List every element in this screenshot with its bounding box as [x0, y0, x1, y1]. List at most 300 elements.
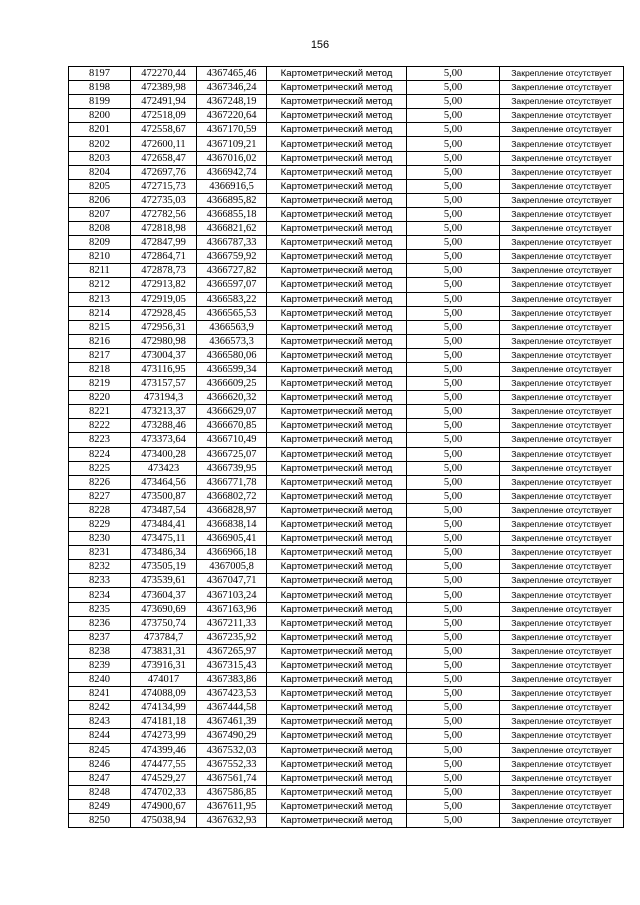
method-cell: Картометрический метод [267, 658, 407, 672]
x-coordinate-cell: 472389,98 [131, 81, 197, 95]
fixation-cell: Закрепление отсутствует [500, 757, 624, 771]
accuracy-cell: 5,00 [407, 250, 500, 264]
accuracy-cell: 5,00 [407, 179, 500, 193]
y-coordinate-cell: 4367109,21 [197, 137, 267, 151]
table-row [69, 785, 624, 799]
point-number-cell: 8228 [69, 503, 131, 517]
accuracy-cell: 5,00 [407, 687, 500, 701]
table-row [69, 137, 624, 151]
y-coordinate-cell: 4366802,72 [197, 489, 267, 503]
point-number-cell: 8213 [69, 292, 131, 306]
fixation-cell: Закрепление отсутствует [500, 306, 624, 320]
table-row [69, 588, 624, 602]
accuracy-cell: 5,00 [407, 405, 500, 419]
point-number-cell: 8226 [69, 475, 131, 489]
x-coordinate-cell: 472518,09 [131, 109, 197, 123]
x-coordinate-cell: 473500,87 [131, 489, 197, 503]
x-coordinate-cell: 473831,31 [131, 644, 197, 658]
point-number-cell: 8202 [69, 137, 131, 151]
table-row [69, 518, 624, 532]
y-coordinate-cell: 4367235,92 [197, 630, 267, 644]
accuracy-cell: 5,00 [407, 461, 500, 475]
x-coordinate-cell: 473750,74 [131, 616, 197, 630]
x-coordinate-cell: 473487,54 [131, 503, 197, 517]
accuracy-cell: 5,00 [407, 95, 500, 109]
x-coordinate-cell: 474134,99 [131, 701, 197, 715]
y-coordinate-cell: 4367444,58 [197, 701, 267, 715]
method-cell: Картометрический метод [267, 673, 407, 687]
point-number-cell: 8208 [69, 222, 131, 236]
accuracy-cell: 5,00 [407, 236, 500, 250]
table-row [69, 95, 624, 109]
accuracy-cell: 5,00 [407, 362, 500, 376]
table-row [69, 546, 624, 560]
point-number-cell: 8209 [69, 236, 131, 250]
point-number-cell: 8238 [69, 644, 131, 658]
point-number-cell: 8235 [69, 602, 131, 616]
table-row [69, 348, 624, 362]
method-cell: Картометрический метод [267, 433, 407, 447]
x-coordinate-cell: 472818,98 [131, 222, 197, 236]
table-row [69, 574, 624, 588]
table-row [69, 81, 624, 95]
page-number: 156 [310, 39, 330, 51]
y-coordinate-cell: 4366771,78 [197, 475, 267, 489]
fixation-cell: Закрепление отсутствует [500, 489, 624, 503]
fixation-cell: Закрепление отсутствует [500, 785, 624, 799]
method-cell: Картометрический метод [267, 67, 407, 81]
fixation-cell: Закрепление отсутствует [500, 109, 624, 123]
table-row [69, 264, 624, 278]
fixation-cell: Закрепление отсутствует [500, 236, 624, 250]
x-coordinate-cell: 472558,67 [131, 123, 197, 137]
y-coordinate-cell: 4366597,07 [197, 278, 267, 292]
accuracy-cell: 5,00 [407, 588, 500, 602]
y-coordinate-cell: 4366966,18 [197, 546, 267, 560]
point-number-cell: 8245 [69, 743, 131, 757]
table-row [69, 644, 624, 658]
point-number-cell: 8219 [69, 377, 131, 391]
fixation-cell: Закрепление отсутствует [500, 574, 624, 588]
point-number-cell: 8210 [69, 250, 131, 264]
method-cell: Картометрический метод [267, 165, 407, 179]
table-row [69, 179, 624, 193]
table-row [69, 658, 624, 672]
point-number-cell: 8201 [69, 123, 131, 137]
point-number-cell: 8212 [69, 278, 131, 292]
fixation-cell: Закрепление отсутствует [500, 658, 624, 672]
x-coordinate-cell: 473157,57 [131, 377, 197, 391]
method-cell: Картометрический метод [267, 278, 407, 292]
accuracy-cell: 5,00 [407, 503, 500, 517]
table-row [69, 67, 624, 81]
x-coordinate-cell: 472697,76 [131, 165, 197, 179]
x-coordinate-cell: 472270,44 [131, 67, 197, 81]
table-row [69, 616, 624, 630]
x-coordinate-cell: 474088,09 [131, 687, 197, 701]
table-row [69, 771, 624, 785]
accuracy-cell: 5,00 [407, 151, 500, 165]
table-row [69, 193, 624, 207]
point-number-cell: 8225 [69, 461, 131, 475]
method-cell: Картометрический метод [267, 123, 407, 137]
fixation-cell: Закрепление отсутствует [500, 715, 624, 729]
fixation-cell: Закрепление отсутствует [500, 461, 624, 475]
y-coordinate-cell: 4366759,92 [197, 250, 267, 264]
x-coordinate-cell: 473288,46 [131, 419, 197, 433]
x-coordinate-cell: 472956,31 [131, 320, 197, 334]
fixation-cell: Закрепление отсутствует [500, 518, 624, 532]
fixation-cell: Закрепление отсутствует [500, 405, 624, 419]
method-cell: Картометрический метод [267, 644, 407, 658]
accuracy-cell: 5,00 [407, 757, 500, 771]
y-coordinate-cell: 4367383,86 [197, 673, 267, 687]
x-coordinate-cell: 473213,37 [131, 405, 197, 419]
accuracy-cell: 5,00 [407, 433, 500, 447]
method-cell: Картометрический метод [267, 715, 407, 729]
table-row [69, 362, 624, 376]
accuracy-cell: 5,00 [407, 532, 500, 546]
x-coordinate-cell: 472864,71 [131, 250, 197, 264]
y-coordinate-cell: 4366609,25 [197, 377, 267, 391]
method-cell: Картометрический метод [267, 109, 407, 123]
method-cell: Картометрический метод [267, 151, 407, 165]
method-cell: Картометрический метод [267, 602, 407, 616]
method-cell: Картометрический метод [267, 405, 407, 419]
method-cell: Картометрический метод [267, 475, 407, 489]
method-cell: Картометрический метод [267, 799, 407, 813]
method-cell: Картометрический метод [267, 81, 407, 95]
fixation-cell: Закрепление отсутствует [500, 95, 624, 109]
y-coordinate-cell: 4367315,43 [197, 658, 267, 672]
x-coordinate-cell: 474477,55 [131, 757, 197, 771]
x-coordinate-cell: 472658,47 [131, 151, 197, 165]
x-coordinate-cell: 472735,03 [131, 193, 197, 207]
point-number-cell: 8204 [69, 165, 131, 179]
accuracy-cell: 5,00 [407, 616, 500, 630]
y-coordinate-cell: 4367265,97 [197, 644, 267, 658]
accuracy-cell: 5,00 [407, 67, 500, 81]
fixation-cell: Закрепление отсутствует [500, 729, 624, 743]
accuracy-cell: 5,00 [407, 193, 500, 207]
y-coordinate-cell: 4366573,3 [197, 334, 267, 348]
table-row [69, 475, 624, 489]
method-cell: Картометрический метод [267, 264, 407, 278]
method-cell: Картометрический метод [267, 461, 407, 475]
accuracy-cell: 5,00 [407, 813, 500, 827]
point-number-cell: 8242 [69, 701, 131, 715]
accuracy-cell: 5,00 [407, 81, 500, 95]
method-cell: Картометрический метод [267, 334, 407, 348]
table-row [69, 306, 624, 320]
y-coordinate-cell: 4366629,07 [197, 405, 267, 419]
x-coordinate-cell: 474273,99 [131, 729, 197, 743]
method-cell: Картометрический метод [267, 743, 407, 757]
y-coordinate-cell: 4366710,49 [197, 433, 267, 447]
method-cell: Картометрический метод [267, 630, 407, 644]
fixation-cell: Закрепление отсутствует [500, 278, 624, 292]
point-number-cell: 8250 [69, 813, 131, 827]
fixation-cell: Закрепление отсутствует [500, 391, 624, 405]
y-coordinate-cell: 4367561,74 [197, 771, 267, 785]
method-cell: Картометрический метод [267, 616, 407, 630]
y-coordinate-cell: 4366838,14 [197, 518, 267, 532]
point-number-cell: 8234 [69, 588, 131, 602]
accuracy-cell: 5,00 [407, 715, 500, 729]
fixation-cell: Закрепление отсутствует [500, 532, 624, 546]
point-number-cell: 8205 [69, 179, 131, 193]
method-cell: Картометрический метод [267, 574, 407, 588]
x-coordinate-cell: 473400,28 [131, 447, 197, 461]
y-coordinate-cell: 4366821,62 [197, 222, 267, 236]
method-cell: Картометрический метод [267, 95, 407, 109]
point-number-cell: 8200 [69, 109, 131, 123]
y-coordinate-cell: 4366895,82 [197, 193, 267, 207]
fixation-cell: Закрепление отсутствует [500, 334, 624, 348]
point-number-cell: 8243 [69, 715, 131, 729]
point-number-cell: 8239 [69, 658, 131, 672]
table-row [69, 813, 624, 827]
accuracy-cell: 5,00 [407, 546, 500, 560]
x-coordinate-cell: 475038,94 [131, 813, 197, 827]
method-cell: Картометрический метод [267, 503, 407, 517]
x-coordinate-cell: 473116,95 [131, 362, 197, 376]
x-coordinate-cell: 473486,34 [131, 546, 197, 560]
x-coordinate-cell: 472919,05 [131, 292, 197, 306]
method-cell: Картометрический метод [267, 757, 407, 771]
y-coordinate-cell: 4366620,32 [197, 391, 267, 405]
x-coordinate-cell: 473475,11 [131, 532, 197, 546]
fixation-cell: Закрепление отсутствует [500, 320, 624, 334]
x-coordinate-cell: 473505,19 [131, 560, 197, 574]
x-coordinate-cell: 473539,61 [131, 574, 197, 588]
method-cell: Картометрический метод [267, 729, 407, 743]
x-coordinate-cell: 472782,56 [131, 207, 197, 221]
method-cell: Картометрический метод [267, 447, 407, 461]
point-number-cell: 8244 [69, 729, 131, 743]
table-row [69, 489, 624, 503]
fixation-cell: Закрепление отсутствует [500, 193, 624, 207]
method-cell: Картометрический метод [267, 813, 407, 827]
accuracy-cell: 5,00 [407, 447, 500, 461]
point-number-cell: 8241 [69, 687, 131, 701]
method-cell: Картометрический метод [267, 250, 407, 264]
table-row [69, 743, 624, 757]
fixation-cell: Закрепление отсутствует [500, 503, 624, 517]
x-coordinate-cell: 474900,67 [131, 799, 197, 813]
fixation-cell: Закрепление отсутствует [500, 447, 624, 461]
x-coordinate-cell: 472600,11 [131, 137, 197, 151]
point-number-cell: 8199 [69, 95, 131, 109]
x-coordinate-cell: 474529,27 [131, 771, 197, 785]
fixation-cell: Закрепление отсутствует [500, 475, 624, 489]
point-number-cell: 8198 [69, 81, 131, 95]
method-cell: Картометрический метод [267, 193, 407, 207]
y-coordinate-cell: 4366599,34 [197, 362, 267, 376]
accuracy-cell: 5,00 [407, 475, 500, 489]
fixation-cell: Закрепление отсутствует [500, 81, 624, 95]
point-number-cell: 8246 [69, 757, 131, 771]
fixation-cell: Закрепление отсутствует [500, 743, 624, 757]
method-cell: Картометрический метод [267, 701, 407, 715]
fixation-cell: Закрепление отсутствует [500, 433, 624, 447]
fixation-cell: Закрепление отсутствует [500, 602, 624, 616]
y-coordinate-cell: 4366727,82 [197, 264, 267, 278]
accuracy-cell: 5,00 [407, 391, 500, 405]
x-coordinate-cell: 472878,73 [131, 264, 197, 278]
method-cell: Картометрический метод [267, 588, 407, 602]
table-row [69, 222, 624, 236]
point-number-cell: 8247 [69, 771, 131, 785]
method-cell: Картометрический метод [267, 546, 407, 560]
y-coordinate-cell: 4367248,19 [197, 95, 267, 109]
fixation-cell: Закрепление отсутствует [500, 123, 624, 137]
method-cell: Картометрический метод [267, 377, 407, 391]
point-number-cell: 8231 [69, 546, 131, 560]
fixation-cell: Закрепление отсутствует [500, 630, 624, 644]
method-cell: Картометрический метод [267, 785, 407, 799]
table-row [69, 151, 624, 165]
y-coordinate-cell: 4366565,53 [197, 306, 267, 320]
accuracy-cell: 5,00 [407, 207, 500, 221]
y-coordinate-cell: 4366583,22 [197, 292, 267, 306]
x-coordinate-cell: 473373,64 [131, 433, 197, 447]
y-coordinate-cell: 4366725,07 [197, 447, 267, 461]
method-cell: Картометрический метод [267, 236, 407, 250]
accuracy-cell: 5,00 [407, 489, 500, 503]
y-coordinate-cell: 4367532,03 [197, 743, 267, 757]
x-coordinate-cell: 474702,33 [131, 785, 197, 799]
x-coordinate-cell: 473464,56 [131, 475, 197, 489]
table-row [69, 560, 624, 574]
table-body [69, 67, 624, 828]
point-number-cell: 8216 [69, 334, 131, 348]
y-coordinate-cell: 4367220,64 [197, 109, 267, 123]
fixation-cell: Закрепление отсутствует [500, 546, 624, 560]
y-coordinate-cell: 4367461,39 [197, 715, 267, 729]
method-cell: Картометрический метод [267, 348, 407, 362]
y-coordinate-cell: 4366942,74 [197, 165, 267, 179]
accuracy-cell: 5,00 [407, 518, 500, 532]
fixation-cell: Закрепление отсутствует [500, 771, 624, 785]
y-coordinate-cell: 4366916,5 [197, 179, 267, 193]
x-coordinate-cell: 472913,82 [131, 278, 197, 292]
table-row [69, 532, 624, 546]
y-coordinate-cell: 4366580,06 [197, 348, 267, 362]
fixation-cell: Закрепление отсутствует [500, 264, 624, 278]
accuracy-cell: 5,00 [407, 799, 500, 813]
method-cell: Картометрический метод [267, 771, 407, 785]
fixation-cell: Закрепление отсутствует [500, 377, 624, 391]
accuracy-cell: 5,00 [407, 673, 500, 687]
table-row [69, 729, 624, 743]
accuracy-cell: 5,00 [407, 377, 500, 391]
y-coordinate-cell: 4367016,02 [197, 151, 267, 165]
method-cell: Картометрический метод [267, 532, 407, 546]
point-number-cell: 8224 [69, 447, 131, 461]
point-number-cell: 8230 [69, 532, 131, 546]
accuracy-cell: 5,00 [407, 658, 500, 672]
method-cell: Картометрический метод [267, 362, 407, 376]
coordinates-table [68, 66, 624, 828]
x-coordinate-cell: 472491,94 [131, 95, 197, 109]
table-row [69, 207, 624, 221]
x-coordinate-cell: 472847,99 [131, 236, 197, 250]
accuracy-cell: 5,00 [407, 334, 500, 348]
fixation-cell: Закрепление отсутствует [500, 207, 624, 221]
point-number-cell: 8229 [69, 518, 131, 532]
fixation-cell: Закрепление отсутствует [500, 165, 624, 179]
fixation-cell: Закрепление отсутствует [500, 137, 624, 151]
point-number-cell: 8211 [69, 264, 131, 278]
x-coordinate-cell: 473484,41 [131, 518, 197, 532]
point-number-cell: 8207 [69, 207, 131, 221]
fixation-cell: Закрепление отсутствует [500, 67, 624, 81]
method-cell: Картометрический метод [267, 687, 407, 701]
y-coordinate-cell: 4367611,95 [197, 799, 267, 813]
y-coordinate-cell: 4366855,18 [197, 207, 267, 221]
table-row [69, 165, 624, 179]
accuracy-cell: 5,00 [407, 729, 500, 743]
fixation-cell: Закрепление отсутствует [500, 701, 624, 715]
fixation-cell: Закрепление отсутствует [500, 222, 624, 236]
x-coordinate-cell: 473784,7 [131, 630, 197, 644]
table-row [69, 433, 624, 447]
y-coordinate-cell: 4367490,29 [197, 729, 267, 743]
accuracy-cell: 5,00 [407, 602, 500, 616]
fixation-cell: Закрепление отсутствует [500, 179, 624, 193]
y-coordinate-cell: 4366905,41 [197, 532, 267, 546]
y-coordinate-cell: 4367586,85 [197, 785, 267, 799]
y-coordinate-cell: 4367005,8 [197, 560, 267, 574]
x-coordinate-cell: 473604,37 [131, 588, 197, 602]
point-number-cell: 8237 [69, 630, 131, 644]
y-coordinate-cell: 4367103,24 [197, 588, 267, 602]
method-cell: Картометрический метод [267, 137, 407, 151]
table-row [69, 715, 624, 729]
table-row [69, 250, 624, 264]
table-row [69, 236, 624, 250]
accuracy-cell: 5,00 [407, 701, 500, 715]
table-row [69, 377, 624, 391]
y-coordinate-cell: 4367047,71 [197, 574, 267, 588]
x-coordinate-cell: 472715,73 [131, 179, 197, 193]
table-row [69, 757, 624, 771]
point-number-cell: 8220 [69, 391, 131, 405]
x-coordinate-cell: 473916,31 [131, 658, 197, 672]
table-row [69, 673, 624, 687]
table-row [69, 461, 624, 475]
method-cell: Картометрический метод [267, 306, 407, 320]
x-coordinate-cell: 473004,37 [131, 348, 197, 362]
point-number-cell: 8221 [69, 405, 131, 419]
fixation-cell: Закрепление отсутствует [500, 560, 624, 574]
accuracy-cell: 5,00 [407, 574, 500, 588]
y-coordinate-cell: 4366670,85 [197, 419, 267, 433]
fixation-cell: Закрепление отсутствует [500, 292, 624, 306]
accuracy-cell: 5,00 [407, 743, 500, 757]
accuracy-cell: 5,00 [407, 560, 500, 574]
y-coordinate-cell: 4367346,24 [197, 81, 267, 95]
point-number-cell: 8236 [69, 616, 131, 630]
table-row [69, 602, 624, 616]
accuracy-cell: 5,00 [407, 137, 500, 151]
fixation-cell: Закрепление отсутствует [500, 348, 624, 362]
point-number-cell: 8233 [69, 574, 131, 588]
point-number-cell: 8232 [69, 560, 131, 574]
table-row [69, 278, 624, 292]
y-coordinate-cell: 4367465,46 [197, 67, 267, 81]
